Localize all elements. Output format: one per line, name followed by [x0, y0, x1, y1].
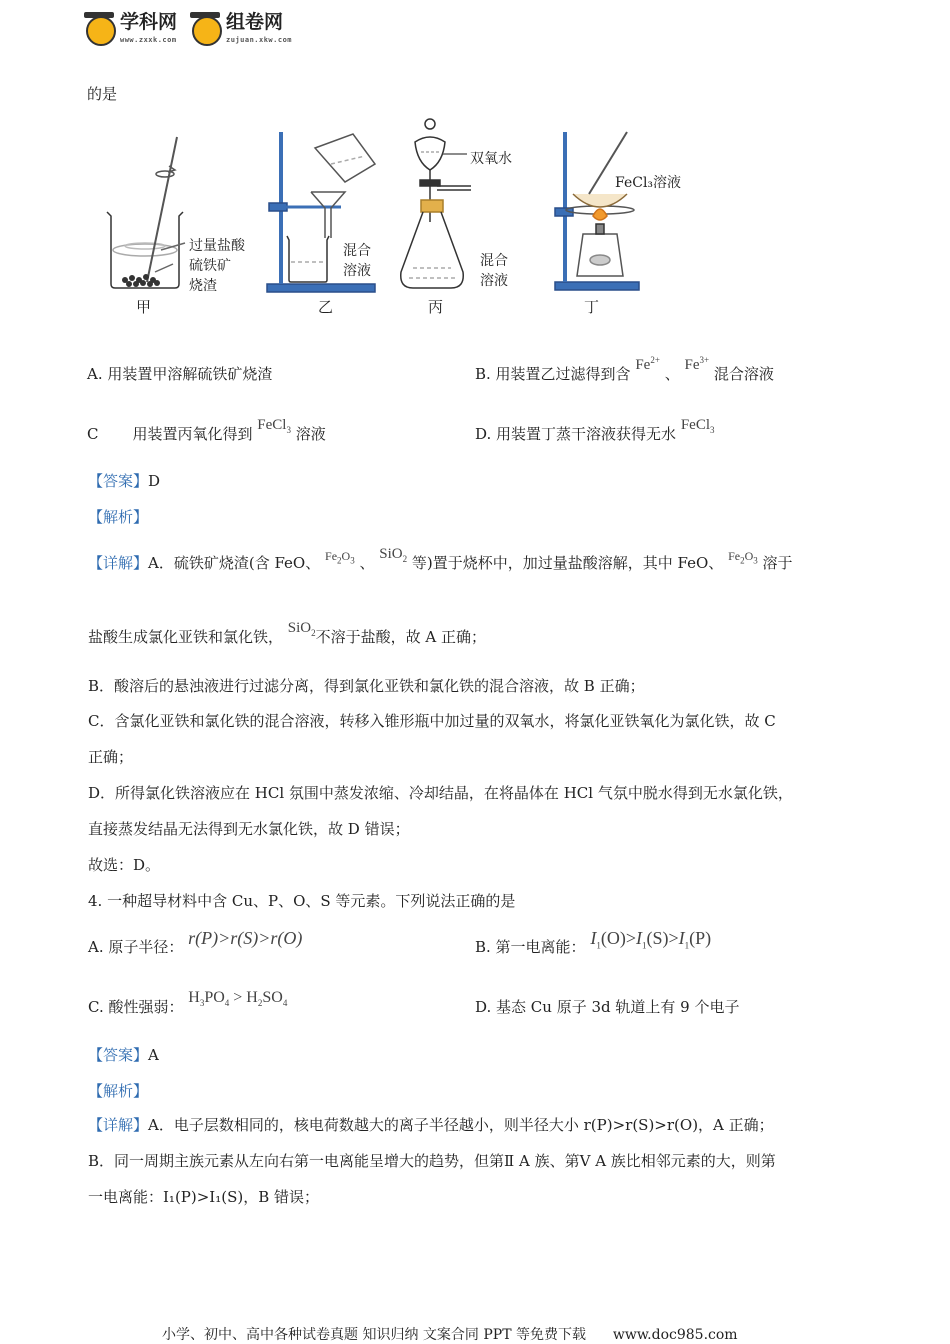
bing-note-1: 混合	[480, 253, 508, 269]
mascot-icon	[192, 16, 222, 46]
label-jia: 甲	[136, 298, 152, 316]
q3-answer: 【答案】D	[88, 472, 161, 490]
q3-detail-a-line1: 【详解】A．硫铁矿烧渣(含 FeO、 $^{Fe_2O_3}$ 、 SiO$_2$ 等)置于烧杯中，加过量盐酸溶解，其中 FeO、 $^{Fe_2O_3}$ 溶于	[88, 546, 793, 572]
footer	[162, 1324, 738, 1344]
q4-option-d: D. 基态 Cu 原子 3d 轨道上有 9 个电子	[475, 998, 740, 1016]
jia-note-3: 烧渣	[189, 278, 217, 294]
q3-option-a: A. 用装置甲溶解硫铁矿烧渣	[87, 365, 273, 383]
q3-option-c: C 用装置丙氧化得到 FeCl$_3$ 溶液	[87, 417, 326, 443]
label-ding: 丁	[584, 298, 600, 316]
logo-text: 学科网	[120, 11, 178, 33]
q3-detail-c-line2: 正确；	[88, 748, 134, 766]
q4-stem: 4. 一种超导材料中含 Cu、P、O、S 等元素。下列说法正确的是	[88, 892, 516, 910]
q4-detail-a: 【详解】A．电子层数相同的，核电荷数越大的离子半径越小，则半径大小 r(P)>r(S)>r(O)，A 正确；	[88, 1116, 774, 1134]
label-bing: 丙	[428, 298, 444, 316]
bing-note-top: 双氧水	[470, 151, 512, 167]
question-stem-tail: 的是	[87, 85, 118, 103]
q4-option-b: B. 第一电离能： $I_1(O)>I_1(S)>I_1(P)$	[475, 928, 712, 956]
q3-detail-c-line1: C．含氯化亚铁和氯化铁的混合溶液，转移入锥形瓶中加过量的双氧水，将氯化亚铁氧化为氯化铁，故 C	[88, 712, 776, 730]
q3-option-d: D. 用装置丁蒸干溶液获得无水 FeCl$_3$	[475, 417, 715, 443]
label-yi: 乙	[318, 298, 334, 316]
q3-detail-b: B．酸溶后的悬浊液进行过滤分离，得到氯化亚铁和氯化铁的混合溶液，故 B 正确；	[88, 677, 645, 695]
logo-url: zujuan.xkw.com	[226, 36, 293, 44]
yi-note-2: 溶液	[343, 263, 371, 279]
q3-detail-d-line1: D．所得氯化铁溶液应在 HCl 氛围中蒸发浓缩、冷却结晶，在将晶体在 HCl 气氛中脱水得到无水氯化铁，	[88, 784, 793, 802]
yi-note-1: 混合	[343, 243, 371, 259]
q4-option-a: A. 原子半径： r(P)>r(S)>r(O)	[88, 928, 303, 956]
jia-note-1: 过量盐酸	[189, 238, 245, 254]
q3-option-b: B. 用装置乙过滤得到含 $Fe^{2+}$ 、 $Fe^{3+}$ 混合溶液	[475, 355, 774, 383]
logo-text: 组卷网	[226, 11, 284, 33]
flask-bing	[401, 119, 471, 288]
q4-answer: 【答案】A	[88, 1046, 159, 1064]
evaporation-ding	[555, 132, 639, 290]
logo-url: www.zxxk.com	[120, 36, 177, 44]
q4-detail-b-line2: 一电离能：I₁(P)>I₁(S)，B 错误；	[88, 1188, 320, 1206]
mascot-icon	[86, 16, 116, 46]
q3-detail-d-line2: 直接蒸发结晶无法得到无水氯化铁，故 D 错误；	[88, 820, 410, 838]
q4-detail-b-line1: B．同一周期主族元素从左向右第一电离能呈增大的趋势，但第Ⅱ A 族、第Ⅴ A 族比相邻元素的大，则第	[88, 1152, 776, 1170]
q4-analysis-tag: 【解析】	[88, 1082, 149, 1100]
q3-analysis-tag: 【解析】	[88, 508, 149, 526]
bing-note-2: 溶液	[480, 273, 508, 289]
footer-text: 小学、初中、高中各种试卷真题 知识归纳 文案合同 PPT 等免费下载	[162, 1327, 586, 1343]
zxxk-logo	[86, 11, 178, 46]
q3-detail-a-line2: 盐酸生成氯化亚铁和氯化铁， SiO$_2$不溶于盐酸，故 A 正确；	[88, 620, 487, 646]
apparatus-figure	[95, 112, 715, 317]
footer-url[interactable]: www.doc985.com	[612, 1327, 738, 1343]
zujuan-logo	[192, 11, 293, 46]
ding-note: FeCl₃溶液	[615, 175, 682, 191]
jia-note-2: 硫铁矿	[189, 258, 231, 274]
q4-option-c: C. 酸性强弱： $H_3PO_4 > H_2SO_4$	[88, 989, 288, 1016]
q3-choose: 故选：D。	[88, 856, 161, 874]
